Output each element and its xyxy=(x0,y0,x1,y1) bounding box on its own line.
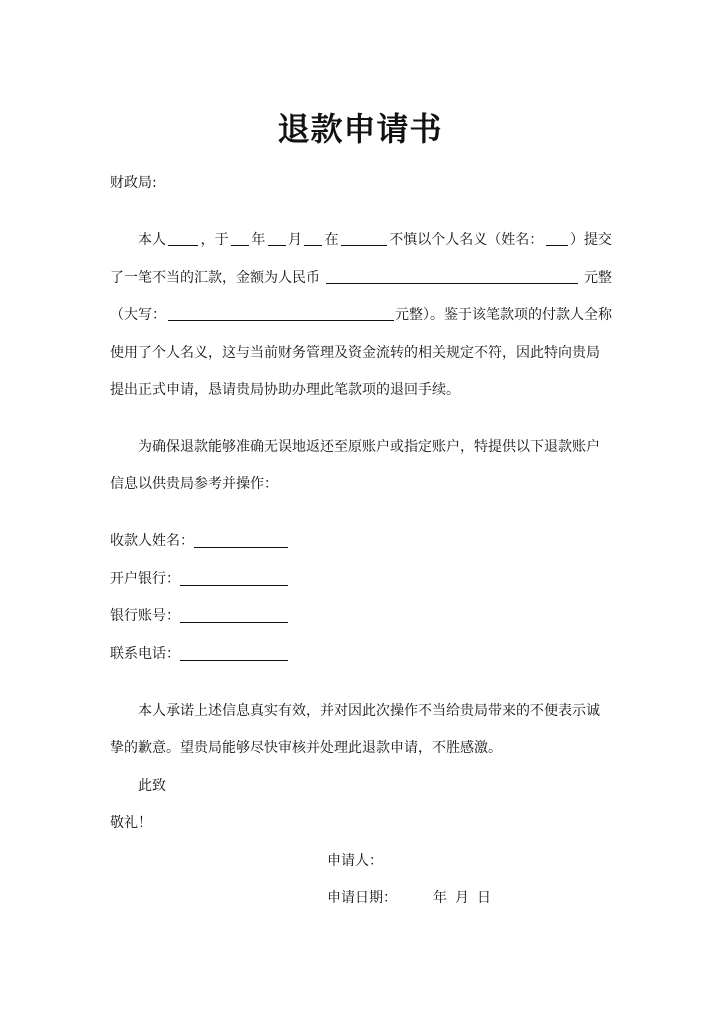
blank-amount[interactable] xyxy=(326,268,578,284)
field-phone xyxy=(110,644,612,664)
paragraph1-line1 xyxy=(110,230,612,250)
closing-salutation1: 此致 xyxy=(138,778,166,794)
account-input[interactable] xyxy=(180,607,288,623)
p1-l2-text-a: 了一笔不当的汇款，金额为人民币 xyxy=(110,270,320,286)
paragraph3-line1: 本人承诺上述信息真实有效，并对因此次操作不当给贵局带来的不便表示诚 xyxy=(138,703,600,719)
blank-person-name[interactable] xyxy=(546,230,568,246)
field-account xyxy=(110,606,612,626)
bank-label: 开户银行： xyxy=(110,571,180,587)
date-label: 申请日期： xyxy=(327,890,397,906)
paragraph1-line2 xyxy=(110,268,612,288)
payee-name-input[interactable] xyxy=(194,532,288,548)
phone-label: 联系电话： xyxy=(110,646,180,662)
p1-l3-text-b: 元整）。鉴于该笔款项的付款人全称 xyxy=(395,307,612,323)
field-bank xyxy=(110,569,612,589)
paragraph2-line2: 信息以供贵局参考并操作： xyxy=(110,476,278,492)
application-date xyxy=(327,888,491,908)
p1-text-e: 在 xyxy=(324,232,339,248)
date-month: 月 xyxy=(455,890,469,906)
p1-l2-text-b: 元整 xyxy=(584,270,612,286)
blank-place[interactable] xyxy=(341,230,387,246)
p1-text-b: ，于 xyxy=(200,232,229,248)
closing-salutation2: 敬礼！ xyxy=(110,815,152,831)
paragraph1-line4: 使用了个人名义，这与当前财务管理及资金流转的相关规定不符，因此特向贵局 xyxy=(110,345,600,361)
p1-text-g: ）提交 xyxy=(569,232,612,248)
paragraph1-line3 xyxy=(110,305,612,325)
paragraph1-line5: 提出正式申请，恳请贵局协助办理此笔款项的退回手续。 xyxy=(110,382,460,398)
account-label: 银行账号： xyxy=(110,608,180,624)
applicant-label: 申请人： xyxy=(327,853,383,869)
document-title: 退款申请书 xyxy=(277,110,443,148)
blank-day[interactable] xyxy=(304,230,322,246)
payee-name-label: 收款人姓名： xyxy=(110,533,194,549)
blank-amount-words[interactable] xyxy=(168,305,394,321)
p1-l3-text-a: （大写： xyxy=(110,307,166,323)
phone-input[interactable] xyxy=(180,645,288,661)
paragraph3-line2: 挚的歉意。望贵局能够尽快审核并处理此退款申请，不胜感激。 xyxy=(110,740,502,756)
p1-text-d: 月 xyxy=(287,232,302,248)
p1-text-a: 本人 xyxy=(138,232,166,248)
p1-text-f: 不慎以个人名义（姓名： xyxy=(389,232,544,248)
bank-input[interactable] xyxy=(180,570,288,586)
blank-name[interactable] xyxy=(168,230,198,246)
recipient-line: 财政局: xyxy=(110,175,157,191)
blank-year[interactable] xyxy=(231,230,249,246)
date-day: 日 xyxy=(477,890,491,906)
field-payee-name xyxy=(110,531,612,551)
p1-text-c: 年 xyxy=(251,232,266,248)
paragraph2-line1: 为确保退款能够准确无误地返还至原账户或指定账户，特提供以下退款账户 xyxy=(138,439,600,455)
date-year: 年 xyxy=(433,890,447,906)
blank-month[interactable] xyxy=(268,230,286,246)
